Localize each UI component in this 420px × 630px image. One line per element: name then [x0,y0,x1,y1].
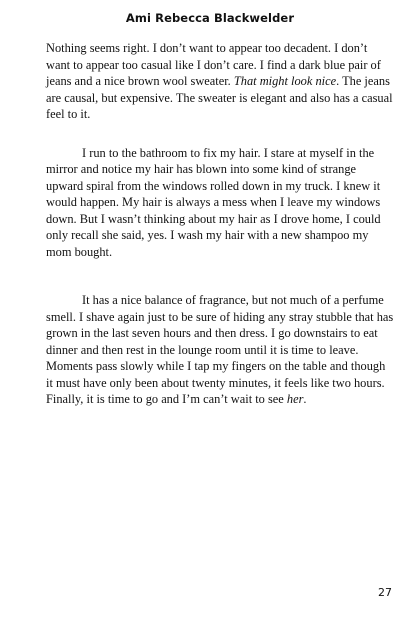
paragraph-3-italic-word: her [286,392,304,406]
paragraph-2: I run to the bathroom to fix my hair. I stare at myself in the mirror and notice my hair has blown into some kind of strange upward spiral from the windows rolled down in my truck. I knew it would happen. My hair is always a mess when I leave my windows down. But I wasn’t thinking about my hair as I drove home, I could only recall she said, yes. I wash my hair with a new shampoo my mom bought. [46,145,381,259]
body-text [46,40,394,408]
paragraph-3-text-end: . [303,392,307,406]
paragraph-1-text-start: Nothing seems right. I don’t want to appear too decadent. I don’t want to appear too casual like I don’t care. I find a dark blue pair of jeans and a nice brown wool sweater. [46,41,381,88]
page-number: 27 [378,586,392,599]
paragraph-1-text-end: . The jeans are causal, but expensive. The sweater is elegant and also has a casual feel to it. [46,74,393,121]
running-head-author: Ami Rebecca Blackwelder [125,11,295,25]
paragraph-3-text-start: It has a nice balance of fragrance, but not much of a perfume smell. I shave again just to be sure of hiding any stray stubble that has grown in the last seven hours and then dress. I go downstairs to eat dinner and then rest in the lounge room until it is time to leave. Moments pass slowly while I tap my fingers on the table and though it must have only been about twenty minutes, it feels like two hours. Finally, it is time to go and I’m can’t wait to see [46,293,394,406]
paragraph-3 [46,292,394,408]
paragraph-1-italic-phrase: That might look nice [233,74,337,88]
paragraph-1 [46,40,394,123]
